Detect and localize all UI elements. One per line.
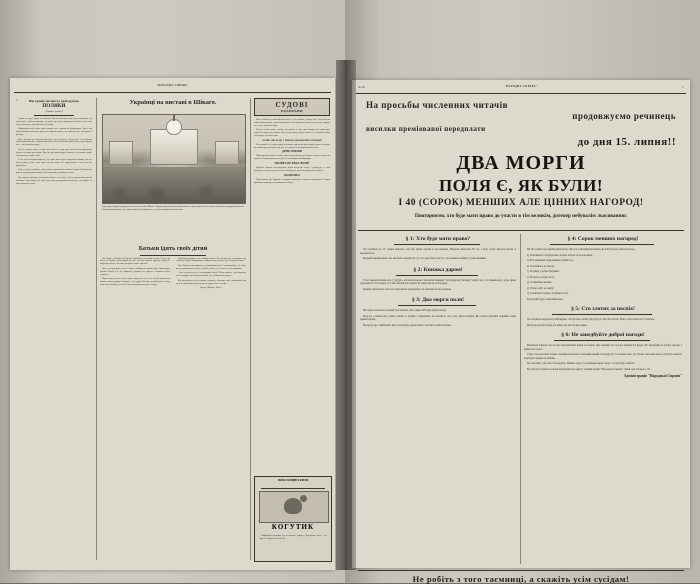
col2-signature: Дмитро Швець з Чікаґо. <box>200 287 222 290</box>
right-issue-mark: № 28 <box>358 85 365 89</box>
left-column-1 <box>16 98 92 560</box>
section-2-p2: Книжку висилаємо зараз по надісланню передплати, не чекаючи на льосування. <box>363 287 452 291</box>
col2-p7: Ми звертаємось до всіх наших земляків у вільному світі: допоможіть чим можете своїм братам, що гинуть на рідній землі з голоду! <box>176 279 246 285</box>
section-3-rule <box>398 305 476 306</box>
section-4-item-1: а) 10 великих господарських добрих моргів господарських; <box>527 253 593 257</box>
promo-rule <box>358 230 684 231</box>
col3-item1-head: ОТЖЕ, ЯК БУДЕ З ТИМ НАДІЛОМ ВИСЕЛЕНЦІВ <box>262 139 322 143</box>
section-6-title: § 6: Не занедбуйте доброї нагоди! <box>561 332 645 338</box>
section-1-rule <box>394 244 480 245</box>
section-5-title: § 5: Сто злотих за поспіх! <box>571 306 635 312</box>
right-page <box>352 80 690 584</box>
left-running-head: НАРОДНА СПРАВА <box>157 84 188 87</box>
section-2-p1: Ті всі передплатники, що є і будуть, дістануть даром і безплатно книжку "Господарську Читанку" вартости 2. зл. Книжка ця є дуже цінна для кожного господаря, бо в ній списані всі поради, як ліпше вести господарку. <box>360 278 516 285</box>
pavilion-wing-left <box>109 141 133 165</box>
right-page-number: 5 <box>682 85 684 89</box>
col3-item1-text: На останній сесії суду в справі земельних наділів для виселенців запала постанова, що справа буде розглянена ще раз, бо сторони не погодились між собою. <box>254 143 330 149</box>
right-running-head: "НАРОДНА СПРАВА" <box>504 85 538 88</box>
section-3-p1: Має ціла, заплачена в нашій льосованню (тих самих 1933 Два морги поля). <box>363 309 446 312</box>
col1-p2: Надрукували тоді кілька таких книжок, що їх читали по цілому краю. Одні з них були призначені для дітей, другі для старших людей, а ще инші для тих, що шукають розваги. <box>16 128 92 137</box>
section-2-title: § 2: Книжка даром! <box>413 266 463 273</box>
col1-p4: Як уже сказано вище, головна річ полягає в тому, щоб книжка була приступна, дешева та цікава для читача. Коли ці три умови будуть сповнені, то книжка знайде собі дорогу до кожної хати. <box>16 148 92 157</box>
footer-rule <box>358 570 684 571</box>
column-divider-2 <box>250 98 251 560</box>
col3-item2-head: ДЕНЬ ГРИМІВ <box>282 150 302 154</box>
section-6-p4: Всі листи і грошеві посилки направляти на адресу: Адміністрація "Народньої Справи", Львів, вул. Руська ч. 20. <box>527 367 651 371</box>
col2-p4: Подібних випадків у тих околицях багато. Це наслідок тієї господарки, яку завели на Україні большевики, забираючи від селян усе до останнього зерна. <box>176 257 246 263</box>
section-4-title: § 4: Сорок менших нагород! <box>567 236 639 242</box>
col3-filler-p2: Як уже сказано вище, головна річ полягає в тому, щоб книжка була приступна, дешева та цікава для читача. Коли ці три умови будуть сповнені, то книжка знайде собі дорогу до кожної хати. <box>254 129 330 138</box>
col1-p3: Ми не можемо тут наводити всіх чисел, бо їх забагато, а місце мале. Але взяли ми тільки найголовніші, з яких кожний може собі зробити власний погляд на цю справу і на те, чого потребує нарід. <box>16 138 92 147</box>
exhibition-photo <box>102 114 246 204</box>
ad-head: ВІЛЬ ГОЛОВНІ ГАЗЕТИ <box>278 479 308 482</box>
col1-p5: З тих чисел виходить виразно, що читач наш шукає передовсім книжки, яка дає йому розвагу, а вже потім такої, що його вчить. Це природня річ і нема чого тут дивуватись. <box>16 159 92 167</box>
crowd-blot-3 <box>199 185 213 195</box>
section-4-item-8: є) 5 комплетів ножів з добрими сталі; <box>527 292 569 295</box>
column-divider-1 <box>96 98 97 560</box>
col2-p6: А що ж роблять на це большевицькі власті? Вони мовчать і далі вивозять хліб за кордон, щоб показати світові, що на Україні все гаразд. <box>176 272 246 278</box>
right-head-rule <box>356 93 686 94</box>
col3-filler-top <box>254 119 330 138</box>
col2-body <box>100 258 246 291</box>
col2-p3: Маємо перед собою лист, в якому описується, як у селі під Полтавою мати зарізала власну дитину й зварила з неї страву. Коли про це довідались сусіди, вони хотіли її вбити, та вона й сама незабаром померла з голоду. <box>100 278 170 286</box>
section-4-item-5: ґ) 10 тисяч гострих коси; <box>527 275 555 279</box>
ad-illustration <box>259 491 329 523</box>
col3-filler-p1: Ми не можемо тут наводити всіх чисел, бо їх забагато, а місце мале. Але взяли ми тільки найголовніші, з яких кожний може собі зробити власний погляд на цю справу і на те, чого потребує нарід. <box>254 119 330 127</box>
col1-body <box>16 118 92 186</box>
promo-big-line3: І 40 (СОРОК) МЕНШИХ АЛЕ ЦІННИХ НАГОРОД! <box>398 198 644 208</box>
section-2-body <box>360 279 516 292</box>
advertisement[interactable] <box>254 476 332 562</box>
section-3-p2: Поле це є вільне від усяких довгів та тягарів і переходить на власність того, кого щастя вибере. Всі кошти переписі покриває наша адміністрація. <box>360 314 516 321</box>
left-column-2-lower <box>100 246 246 560</box>
crowd-blot-2 <box>149 187 165 199</box>
col2-p5: Ціла Україна перетворилась у великий цвинтар. Села вимирають, а ті люди, що ще тримаються на ногах, тікають у міста, де їх ніхто не хоче приймати. <box>176 264 246 270</box>
col1-headline-line2: ПОЛЯКИ <box>42 103 66 110</box>
right-column-right <box>524 236 682 566</box>
crowd-blot-1 <box>113 187 125 197</box>
court-box-title-1: СУДОВІ <box>275 101 309 109</box>
section-3-p3: Нагорода ця є найбільша, яку коли небудь давала якась часопись своїм читачам. <box>363 323 452 327</box>
photo-crowd <box>103 167 245 203</box>
col3-item4-text: Нова книжка про відкриття Америки появилась у нашому видавництві. Її варто прочитати кожному, хто цікавиться історією. <box>254 178 330 184</box>
left-page <box>10 78 335 570</box>
section-6-p1: Величезні користи, що їх має передплатник нашої часописи, знає кожний, хто хоч раз тримав її в руках. Не занедбуйте ж доброї нагоди, а впишіться зараз! <box>524 344 682 351</box>
col1-headline-line1: Що краще читають і пригадують <box>29 99 79 103</box>
section-6-body <box>524 344 682 371</box>
section-1-p1: Хто надішле до 15. липня вписове, той має право участи в льосованню. Вписове виносить 50 сот. і його треба вислати разом із передплатою. <box>360 248 516 255</box>
section-1-body <box>360 248 516 261</box>
promo-repeat-line: Повторюємо, хто буде мати право до участи в тім великім, дотепер небувалім льосованню: <box>414 213 628 219</box>
section-1-p2: Кождий передплатник, що вплатить передплату до того дня, бере участь у льосованню нарівні з усіма иншими. <box>363 257 487 260</box>
col2-rule <box>140 255 206 256</box>
right-column-left <box>360 236 516 566</box>
court-box-title-2: РОЗПРАВИ <box>280 109 304 113</box>
promo-big-line1: ДВА МОРГИ <box>456 152 586 174</box>
section-2-rule <box>396 275 478 276</box>
section-4-item-2: б) 60 годинників-будильників добрий ход; <box>527 259 574 262</box>
book-gutter-shadow <box>336 60 356 570</box>
promo-big-line2: ПОЛЯ Є, ЯК БУЛИ! <box>438 176 604 195</box>
col2-article2-headline: Батьки їдять своїх дітий <box>138 246 208 252</box>
promo-kicker-line1: На просьбы численних читачів <box>366 100 508 110</box>
rooster-body-shape <box>284 498 302 514</box>
rooster-head-shape <box>300 495 307 502</box>
col1-p7: Оце короткі висновки, які можна зробити з тих чисел, що їх подали нам польські часописи. Вони варті того, щоб над ними призадуматись кожному, хто працює на ниві народньої освіти. <box>16 176 92 185</box>
section-6-p3: Хто зволікає, той сам собі шкодить. Пишіть зараз, бо речинець минає скоро, а потім буде запізно! <box>527 362 635 366</box>
section-3-title: § 3: Два морги поля! <box>411 297 465 303</box>
administration-signature: Адміністрація "Народньої Справи" <box>623 374 682 379</box>
section-4-intro: На тих самих льосованню виписуємо ніж уся учасників визначено ще 6 40 (сорок) таких нагород: <box>527 248 636 251</box>
col3-item2-text: Події минулого тижня в повіті знову нагадали всім, що справа з поділом ґрунтів не скінчена. Люди домагаються, щоб усе полагодити якнайшвидше. <box>254 155 330 161</box>
section-4-item-7: е) 10 пар чобіт на шкіру; <box>527 286 555 290</box>
section-4-item-9: ж) кождий буде розписний наділ. <box>527 297 564 301</box>
col3-item3-head: ПРОФЕСОР ХВАЛ ЗНОВУ <box>274 162 310 166</box>
ad-title: КОГУТИК <box>271 523 315 531</box>
section-1-title: § 1: Хто буде мати право? <box>405 236 471 242</box>
section-4-item-6: д) 10 швейних машин; <box>527 281 552 284</box>
left-page-number: 4 <box>16 98 18 102</box>
section-4-item-4: г) 10 ровер з доброї фабрики; <box>527 270 560 273</box>
promo-deadline: до дня 15. липня!! <box>577 136 676 148</box>
col3-item4-head: КОЛЮМБА <box>284 173 300 177</box>
pavilion-wing-right <box>215 141 239 165</box>
section-4-list <box>524 254 682 302</box>
col1-p1: Справа ця дуже цікава й повчаюча. Від неї залежить ціла низка висновків, які треба конче зробити кожному, хто думає про долю народньої просвіти та хто хоче знати, чим живе сучасний читач у Польщі. <box>16 117 92 126</box>
col2-p1: Такі вісти на Бувай під Києвом приходять останніми днями. Голод, що лютує на Україні, довів людей до того, що вони тратять людську подобу та кидаються на все, аби лише вдержати життя при собі. <box>100 257 170 266</box>
section-6-p2: І буде тоді доплатив тільки з малими коштами, бо кожний цінний господар або господиня знає, що тільки тоді може щось осягнути, коли не відкладає справи на пізніше. <box>524 353 682 360</box>
col3-item3-text: Відомий знавець господарських справ виступив знову з доповіддю, в якій докладно пояснив, як треба вести господарство, щоб воно приносило користь. <box>254 167 330 173</box>
section-4-item-3: в) 10 машинок до шиття; <box>527 264 555 268</box>
section-5-body <box>524 318 682 327</box>
ad-rule-top <box>261 488 325 489</box>
court-box <box>254 98 330 116</box>
col1-p6: Тому то треба старатись, щоб книжка наукова була написана цікаво й приступно, щоб не відстрашувала читача сухістю викладу та важкою мовою. <box>16 169 92 175</box>
pavilion-dome <box>166 119 182 135</box>
col1-rule <box>34 115 74 116</box>
footer-slogan: Не робіть з того таємниці, а скажіть усім сусідам! <box>412 574 630 584</box>
ad-text: Найкращий тижневик для селянської родини. Передплата річно 5 зл. Адреса: Львів, вул. Руська 20. <box>259 535 327 540</box>
left-head-rule <box>14 92 331 93</box>
photo-caption: Гурт бувших будівель української хати на виставі в Шікаго. Українці виставили показний павільон, який звертав на себе увагу численних відвідувачів вистави. Світлина представляє гурт наших людей перед будинком, де містилася українська виставка. <box>102 206 244 211</box>
col2-p2: Листи, які доходять до нас із краю, оповідають страшні речі. Люди мруть цілими селами, а ті, що лишились, блукають по дорогах і шукають чогось їстивного. <box>100 267 170 276</box>
section-5-rule <box>552 314 652 315</box>
section-5-p2: Ця нагорода йде понад усі инші, про які згадано вище. <box>527 323 588 327</box>
right-column-divider <box>520 234 521 564</box>
promo-kicker-line2: продовжуємо речинець <box>572 111 676 121</box>
pavilion-cross <box>173 115 175 121</box>
promo-kicker-line3: висилки преміованої передплати <box>366 125 486 133</box>
section-5-p1: Хто надішле передплату найскорше, той дістане осібну нагороду в сумі 100 злотих. Рішає дата поштового стемпля. <box>527 318 655 321</box>
section-4-rule <box>550 244 654 245</box>
col2-headline: Українці на виставі в Шікаго. <box>129 99 217 106</box>
section-6-rule <box>554 340 650 341</box>
col1-subhead: (Приват. хроніка) <box>45 110 63 113</box>
section-3-body <box>360 309 516 327</box>
